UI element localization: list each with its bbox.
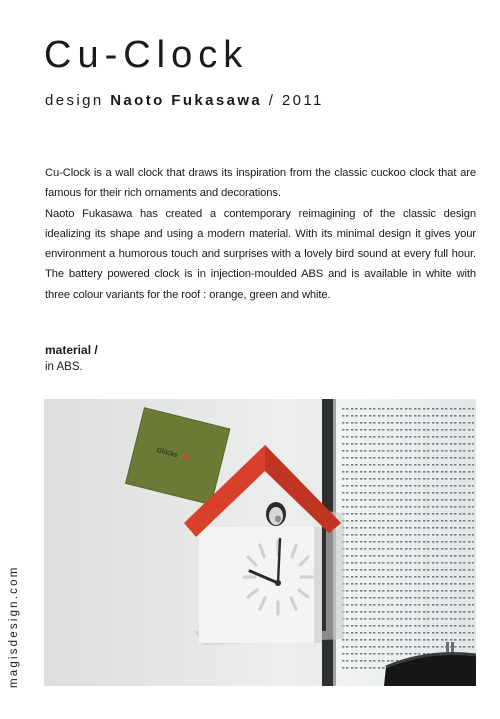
designer-name: Naoto Fukasawa [110,92,263,109]
product-description [45,163,476,305]
material-value: in ABS. [45,361,83,373]
designer-line [45,92,324,109]
description-paragraph-1: Cu-Clock is a wall clock that draws its inspiration from the classic cuckoo clock that are famous for their rich ornaments and decorations. [45,167,476,200]
product-title: Cu-Clock [44,34,249,76]
design-prefix: design [45,92,104,109]
felt-card-label: Glücks [155,447,179,459]
description-paragraph-2: Naoto Fukasawa has created a contemporary reimagining of the classic design idealizing its shape and using a modern material. With its minimal design it gives your environment a humorous touch and surprises with a lovely bird sound at every full hour. The battery powered clock is in injection-moulded ABS and is available in white with three colour variants for the roof : orange, green and white. [45,207,476,301]
design-year: / 2011 [268,92,324,109]
material-heading: material / [45,343,98,357]
product-photo [44,399,476,686]
website-url[interactable]: magisdesign.com [8,565,20,688]
